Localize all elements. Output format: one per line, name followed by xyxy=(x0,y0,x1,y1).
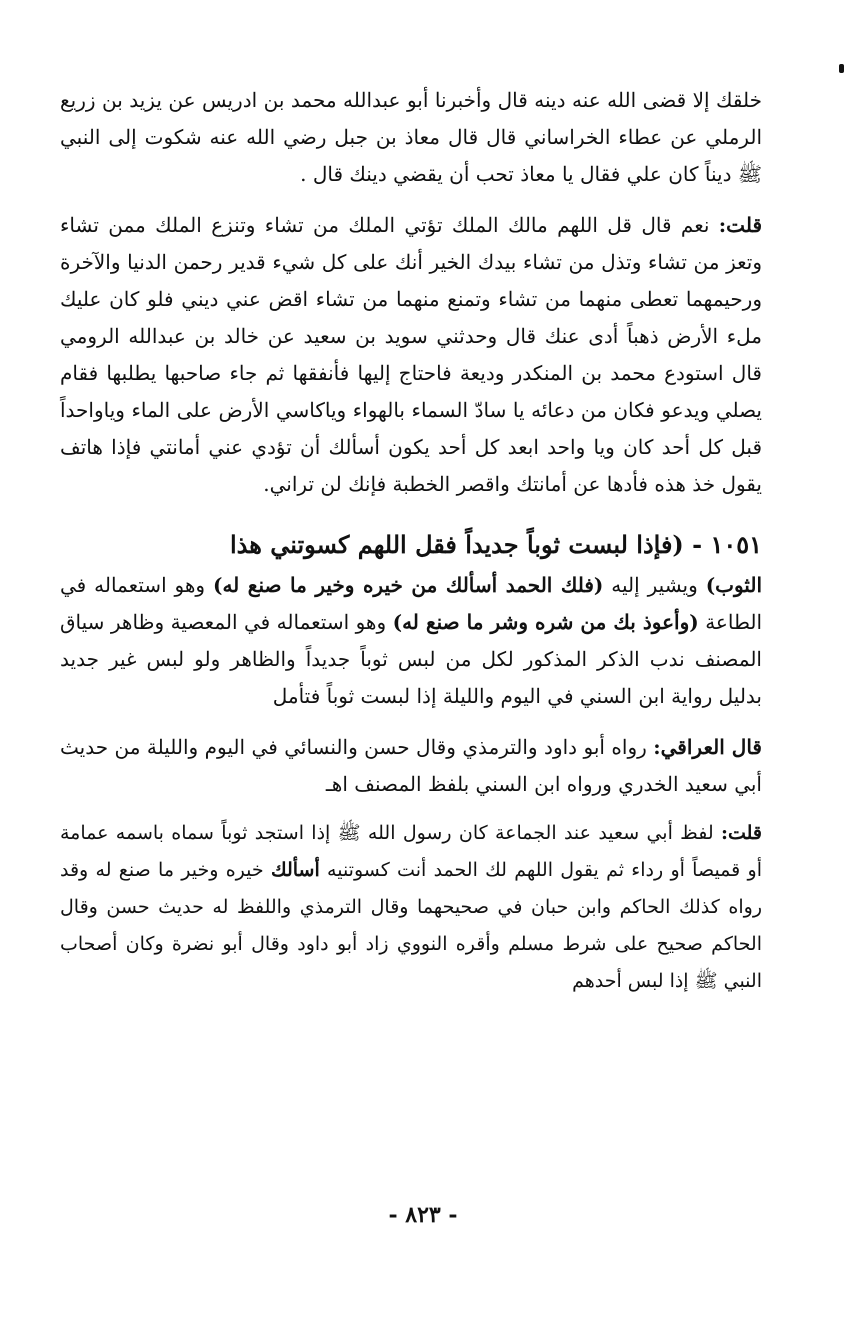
page-number: - ٨٢٣ - xyxy=(388,1202,458,1228)
paragraph-5-text-c: خيره وخير ما صنع له وقد رواه كذلك الحاكم وابن حبان في صحيحهما وقال الترمذي واللفظ له حديث حسن وقال الحاكم صحيح على شرط مسلم وأقره النووي زاد أبو داود وقال أبو نضرة وكان أصحاب النبي ﷺ إذا لبس أحدهم xyxy=(60,859,762,992)
paragraph-1-text: خلقك إلا قضى الله عنه دينه قال وأخبرنا أبو عبدالله محمد بن ادريس عن يزيد بن زريع الرملي عن عطاء الخراساني قال قال معاذ بن جبل رضي الله عنه شكوت إلى النبي ﷺ ديناً كان علي فقال يا معاذ تحب أن يقضي دينك قال . xyxy=(60,88,762,186)
paragraph-3-lead: الثوب) xyxy=(705,573,762,597)
paragraph-3 xyxy=(60,567,762,715)
paragraph-2-text: نعم قال قل اللهم مالك الملك تؤتي الملك من تشاء وتنزع الملك ممن تشاء وتعز من تشاء وتذل من تشاء بيدك الخير أنك على كل شيء قدير رحمن الدنيا والآخرة ورحيمهما تعطى منهما من تشاء وتمنع منهما من تشاء اقض عني ديني فلو كان عليك ملء الأرض ذهباً أدى عنك قال وحدثني سويد بن سعيد عن خالد بن عبدالله الرومي قال استودع محمد بن المنكدر وديعة فاحتاج إليها فأنفقها ثم جاء صاحبها يطلبها فقام يصلي ويدعو فكان من دعائه يا سادّ السماء بالهواء وياكاسي الأرض على الماء وياواحداً قبل كل أحد كان ويا واحد ابعد كل أحد يكون أسألك أن تؤدي عني أمانتي فإذا هاتف يقول خذ هذه فأدها عن أمانتك واقصر الخطبة فإنك لن تراني. xyxy=(60,213,762,496)
paragraph-3-text-e: وهو استعماله في المعصية وظاهر سياق المصنف ندب الذكر المذكور لكل من لبس ثوباً جديداً والظاهر ولو لبس غير جديد بدليل رواية ابن السني في اليوم والليلة إذا لبست ثوباً فتأمل xyxy=(60,610,762,708)
paragraph-3-quote-2: (وأعوذ بك من شره وشر ما صنع له) xyxy=(392,610,699,634)
paragraph-1 xyxy=(60,82,762,193)
paragraph-4-text: رواه أبو داود والترمذي وقال حسن والنسائي في اليوم والليلة من حديث أبي سعيد الخدري ورواه ابن السني بلفظ المصنف اهـ xyxy=(60,735,762,796)
paragraph-2 xyxy=(60,207,762,503)
margin-mark xyxy=(839,64,844,73)
paragraph-5 xyxy=(60,815,762,1000)
section-heading-text: ١٠٥١ - (فإذا لبست ثوباً جديداً فقل اللهم كسوتني هذا xyxy=(229,530,762,559)
paragraph-3-text-a: ويشير إليه xyxy=(603,573,706,597)
paragraph-5-bold-word: أسألك xyxy=(270,859,320,881)
paragraph-4-lead: قال العراقي: xyxy=(653,735,762,759)
paragraph-5-text-a: لفظ أبي سعيد عند الجماعة كان رسول الله ﷺ إذا استجد ثوباً سماه باسمه عمامة أو قميصاً أو رداء ثم يقول اللهم لك الحمد أنت كسوتنيه xyxy=(60,822,762,881)
paragraph-2-lead: قلت: xyxy=(718,213,762,237)
paragraph-3-text-c: وهو استعماله في الطاعة xyxy=(60,573,762,634)
page-body xyxy=(60,82,762,1000)
paragraph-3-quote-1: (فلك الحمد أسألك من خيره وخير ما صنع له) xyxy=(213,573,604,597)
paragraph-5-lead: قلت: xyxy=(720,822,762,844)
section-heading xyxy=(60,523,762,567)
paragraph-4 xyxy=(60,729,762,803)
